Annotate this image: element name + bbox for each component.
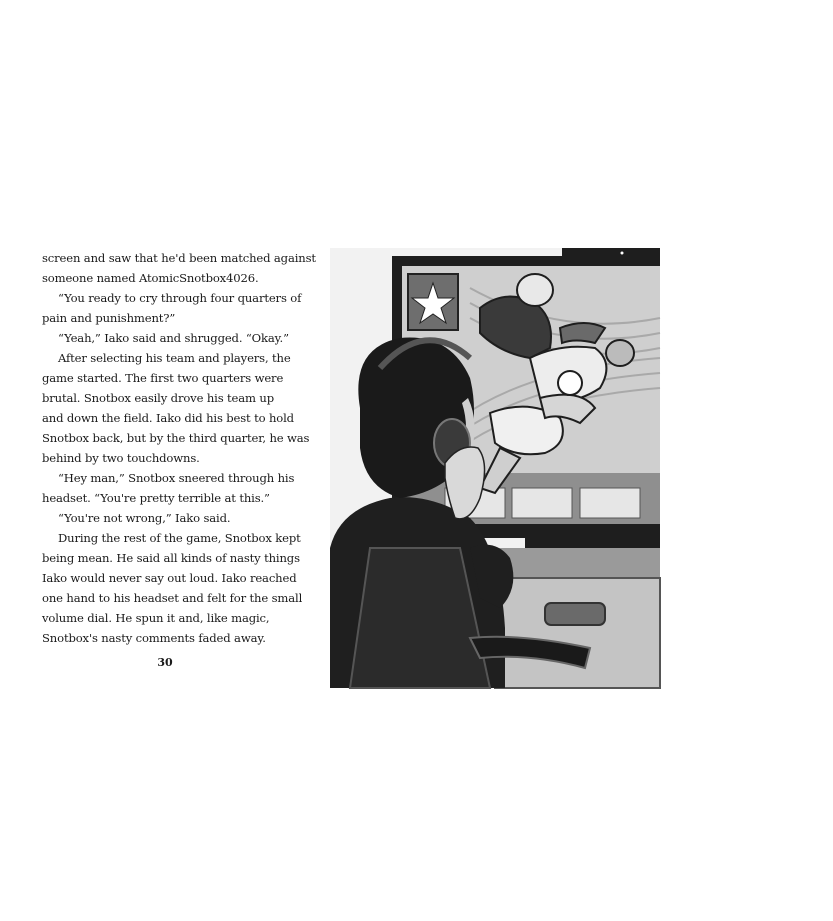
text-line: During the rest of the game, Snotbox kept (58, 531, 301, 545)
text-line: Snotbox back, but by the third quarter, he was (42, 431, 310, 445)
illustration (330, 248, 833, 921)
text-line: pain and punishment?” (42, 311, 176, 325)
text-line: being mean. He said all kinds of nasty things (42, 551, 300, 565)
text-line: “You ready to cry through four quarters of (58, 291, 302, 305)
body-text (42, 248, 316, 648)
text-line: screen and saw that he'd been matched against (42, 251, 316, 265)
paragraph (42, 468, 304, 508)
paragraph (42, 328, 304, 348)
text-line: one hand to his headset and felt for the small (42, 591, 303, 605)
left-page (0, 0, 330, 904)
paragraph (42, 508, 304, 528)
text-line: Iako would never say out loud. Iako reached (42, 571, 297, 585)
paragraph (42, 348, 310, 468)
text-line: “Yeah,” Iako said and shrugged. “Okay.” (58, 331, 289, 345)
illustration-svg (330, 248, 660, 688)
text-line: Snotbox's nasty comments faded away. (42, 631, 266, 645)
paragraph (42, 528, 304, 648)
paragraph (42, 288, 304, 328)
text-line: headset. “You're pretty terrible at this.” (42, 491, 270, 505)
page-number-right: 31 (818, 908, 833, 921)
text-line: “You're not wrong,” Iako said. (58, 511, 231, 525)
text-line: someone named AtomicSnotbox4026. (42, 271, 259, 285)
text-line: After selecting his team and players, the (58, 351, 291, 365)
text-line: volume dial. He spun it and, like magic, (42, 611, 270, 625)
page-number-left: 30 (157, 656, 173, 669)
text-line: game started. The first two quarters were (42, 371, 284, 385)
star-icon (408, 274, 458, 330)
text-line: behind by two touchdowns. (42, 451, 200, 465)
tv-top-bar (562, 248, 660, 258)
text-line: “Hey man,” Snotbox sneered through his (58, 471, 295, 485)
text-line: and down the field. Iako did his best to hold (42, 411, 294, 425)
paragraph (42, 248, 316, 288)
text-line: brutal. Snotbox easily drove his team up (42, 391, 274, 405)
